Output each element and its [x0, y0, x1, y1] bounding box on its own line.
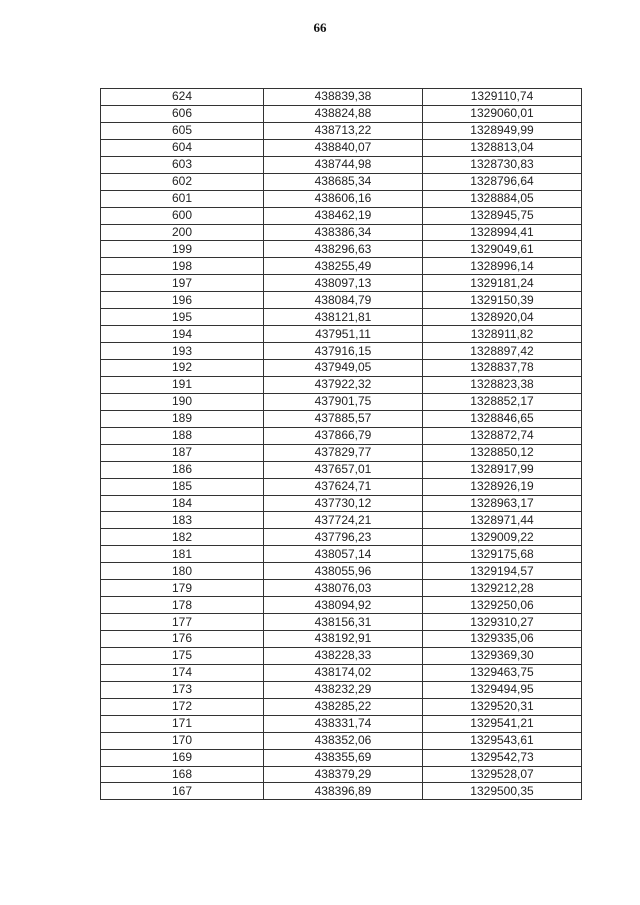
point-number-cell: 180: [101, 563, 264, 580]
x-coordinate-cell: 437951,11: [264, 326, 423, 343]
table-row: [101, 427, 582, 444]
table-row: [101, 343, 582, 360]
y-coordinate-cell: 1328846,65: [423, 410, 582, 427]
x-coordinate-cell: 438097,13: [264, 275, 423, 292]
y-coordinate-cell: 1329181,24: [423, 275, 582, 292]
y-coordinate-cell: 1329494,95: [423, 681, 582, 698]
y-coordinate-cell: 1329060,01: [423, 105, 582, 122]
point-number-cell: 199: [101, 241, 264, 258]
y-coordinate-cell: 1328945,75: [423, 207, 582, 224]
table-row: [101, 105, 582, 122]
y-coordinate-cell: 1328884,05: [423, 190, 582, 207]
table-row: [101, 580, 582, 597]
table-row: [101, 495, 582, 512]
y-coordinate-cell: 1329463,75: [423, 664, 582, 681]
table-row: [101, 715, 582, 732]
y-coordinate-cell: 1328917,99: [423, 461, 582, 478]
x-coordinate-cell: 438685,34: [264, 173, 423, 190]
x-coordinate-cell: 438055,96: [264, 563, 423, 580]
x-coordinate-cell: 437624,71: [264, 478, 423, 495]
point-number-cell: 169: [101, 749, 264, 766]
x-coordinate-cell: 438232,29: [264, 681, 423, 698]
point-number-cell: 168: [101, 766, 264, 783]
point-number-cell: 188: [101, 427, 264, 444]
y-coordinate-cell: 1328920,04: [423, 309, 582, 326]
x-coordinate-cell: 438285,22: [264, 698, 423, 715]
point-number-cell: 194: [101, 326, 264, 343]
x-coordinate-cell: 437796,23: [264, 529, 423, 546]
y-coordinate-cell: 1329520,31: [423, 698, 582, 715]
x-coordinate-cell: 437916,15: [264, 343, 423, 360]
x-coordinate-cell: 438379,29: [264, 766, 423, 783]
page-number: 66: [313, 20, 327, 35]
table-row: [101, 698, 582, 715]
table-row: [101, 529, 582, 546]
y-coordinate-cell: 1329369,30: [423, 647, 582, 664]
table-row: [101, 139, 582, 156]
table-row: [101, 681, 582, 698]
point-number-cell: 179: [101, 580, 264, 597]
table-row: [101, 732, 582, 749]
x-coordinate-cell: 438331,74: [264, 715, 423, 732]
point-number-cell: 186: [101, 461, 264, 478]
point-number-cell: 198: [101, 258, 264, 275]
point-number-cell: 600: [101, 207, 264, 224]
x-coordinate-cell: 437949,05: [264, 360, 423, 377]
point-number-cell: 187: [101, 444, 264, 461]
x-coordinate-cell: 438462,19: [264, 207, 423, 224]
x-coordinate-cell: 438094,92: [264, 597, 423, 614]
point-number-cell: 182: [101, 529, 264, 546]
y-coordinate-cell: 1328837,78: [423, 360, 582, 377]
table-row: [101, 444, 582, 461]
point-number-cell: 193: [101, 343, 264, 360]
table-row: [101, 224, 582, 241]
table-row: [101, 292, 582, 309]
y-coordinate-cell: 1328963,17: [423, 495, 582, 512]
table-row: [101, 309, 582, 326]
point-number-cell: 171: [101, 715, 264, 732]
y-coordinate-cell: 1329335,06: [423, 631, 582, 648]
table-row: [101, 783, 582, 800]
y-coordinate-cell: 1329110,74: [423, 89, 582, 106]
x-coordinate-cell: 438228,33: [264, 647, 423, 664]
table-row: [101, 360, 582, 377]
point-number-cell: 195: [101, 309, 264, 326]
x-coordinate-cell: 438121,81: [264, 309, 423, 326]
y-coordinate-cell: 1328897,42: [423, 343, 582, 360]
point-number-cell: 601: [101, 190, 264, 207]
x-coordinate-cell: 437657,01: [264, 461, 423, 478]
x-coordinate-cell: 438713,22: [264, 122, 423, 139]
y-coordinate-cell: 1329194,57: [423, 563, 582, 580]
point-number-cell: 174: [101, 664, 264, 681]
y-coordinate-cell: 1328813,04: [423, 139, 582, 156]
point-number-cell: 173: [101, 681, 264, 698]
y-coordinate-cell: 1329049,61: [423, 241, 582, 258]
table-row: [101, 597, 582, 614]
table-row: [101, 546, 582, 563]
x-coordinate-cell: 438084,79: [264, 292, 423, 309]
y-coordinate-cell: 1328996,14: [423, 258, 582, 275]
y-coordinate-cell: 1329500,35: [423, 783, 582, 800]
x-coordinate-cell: 437922,32: [264, 376, 423, 393]
point-number-cell: 176: [101, 631, 264, 648]
y-coordinate-cell: 1329543,61: [423, 732, 582, 749]
y-coordinate-cell: 1329212,28: [423, 580, 582, 597]
point-number-cell: 191: [101, 376, 264, 393]
table-row: [101, 156, 582, 173]
y-coordinate-cell: 1328796,64: [423, 173, 582, 190]
table-row: [101, 631, 582, 648]
x-coordinate-cell: 438824,88: [264, 105, 423, 122]
table-row: [101, 512, 582, 529]
y-coordinate-cell: 1328852,17: [423, 393, 582, 410]
point-number-cell: 178: [101, 597, 264, 614]
point-number-cell: 183: [101, 512, 264, 529]
table-row: [101, 275, 582, 292]
table-row: [101, 326, 582, 343]
point-number-cell: 602: [101, 173, 264, 190]
point-number-cell: 190: [101, 393, 264, 410]
point-number-cell: 184: [101, 495, 264, 512]
table-row: [101, 376, 582, 393]
table-row: [101, 173, 582, 190]
table-row: [101, 393, 582, 410]
x-coordinate-cell: 437866,79: [264, 427, 423, 444]
point-number-cell: 172: [101, 698, 264, 715]
table-row: [101, 410, 582, 427]
table-row: [101, 478, 582, 495]
point-number-cell: 177: [101, 614, 264, 631]
table-row: [101, 241, 582, 258]
table-row: [101, 122, 582, 139]
x-coordinate-cell: 438355,69: [264, 749, 423, 766]
point-number-cell: 603: [101, 156, 264, 173]
x-coordinate-cell: 437730,12: [264, 495, 423, 512]
y-coordinate-cell: 1328926,19: [423, 478, 582, 495]
x-coordinate-cell: 437829,77: [264, 444, 423, 461]
x-coordinate-cell: 438352,06: [264, 732, 423, 749]
x-coordinate-cell: 438296,63: [264, 241, 423, 258]
x-coordinate-cell: 438840,07: [264, 139, 423, 156]
y-coordinate-cell: 1328823,38: [423, 376, 582, 393]
point-number-cell: 181: [101, 546, 264, 563]
y-coordinate-cell: 1328949,99: [423, 122, 582, 139]
y-coordinate-cell: 1329310,27: [423, 614, 582, 631]
table-row: [101, 766, 582, 783]
x-coordinate-cell: 437885,57: [264, 410, 423, 427]
point-number-cell: 192: [101, 360, 264, 377]
y-coordinate-cell: 1329528,07: [423, 766, 582, 783]
x-coordinate-cell: 438192,91: [264, 631, 423, 648]
table-row: [101, 563, 582, 580]
x-coordinate-cell: 438744,98: [264, 156, 423, 173]
y-coordinate-cell: 1328730,83: [423, 156, 582, 173]
y-coordinate-cell: 1329009,22: [423, 529, 582, 546]
y-coordinate-cell: 1328971,44: [423, 512, 582, 529]
x-coordinate-cell: 438396,89: [264, 783, 423, 800]
y-coordinate-cell: 1329542,73: [423, 749, 582, 766]
y-coordinate-cell: 1328850,12: [423, 444, 582, 461]
y-coordinate-cell: 1329541,21: [423, 715, 582, 732]
x-coordinate-cell: 438156,31: [264, 614, 423, 631]
y-coordinate-cell: 1329175,68: [423, 546, 582, 563]
point-number-cell: 200: [101, 224, 264, 241]
point-number-cell: 167: [101, 783, 264, 800]
point-number-cell: 185: [101, 478, 264, 495]
table-row: [101, 89, 582, 106]
table-row: [101, 258, 582, 275]
point-number-cell: 624: [101, 89, 264, 106]
x-coordinate-cell: 438255,49: [264, 258, 423, 275]
table-row: [101, 664, 582, 681]
y-coordinate-cell: 1328994,41: [423, 224, 582, 241]
point-number-cell: 605: [101, 122, 264, 139]
table-row: [101, 190, 582, 207]
point-number-cell: 196: [101, 292, 264, 309]
x-coordinate-cell: 438057,14: [264, 546, 423, 563]
x-coordinate-cell: 438174,02: [264, 664, 423, 681]
point-number-cell: 604: [101, 139, 264, 156]
x-coordinate-cell: 437901,75: [264, 393, 423, 410]
y-coordinate-cell: 1329250,06: [423, 597, 582, 614]
point-number-cell: 170: [101, 732, 264, 749]
table-row: [101, 207, 582, 224]
table-row: [101, 749, 582, 766]
y-coordinate-cell: 1328872,74: [423, 427, 582, 444]
point-number-cell: 175: [101, 647, 264, 664]
y-coordinate-cell: 1328911,82: [423, 326, 582, 343]
x-coordinate-cell: 438076,03: [264, 580, 423, 597]
table-row: [101, 647, 582, 664]
point-number-cell: 606: [101, 105, 264, 122]
point-number-cell: 197: [101, 275, 264, 292]
point-number-cell: 189: [101, 410, 264, 427]
x-coordinate-cell: 438386,34: [264, 224, 423, 241]
x-coordinate-cell: 438606,16: [264, 190, 423, 207]
coordinates-table-body: [101, 89, 582, 800]
table-row: [101, 614, 582, 631]
x-coordinate-cell: 438839,38: [264, 89, 423, 106]
x-coordinate-cell: 437724,21: [264, 512, 423, 529]
y-coordinate-cell: 1329150,39: [423, 292, 582, 309]
coordinates-table: [100, 88, 582, 800]
table-row: [101, 461, 582, 478]
